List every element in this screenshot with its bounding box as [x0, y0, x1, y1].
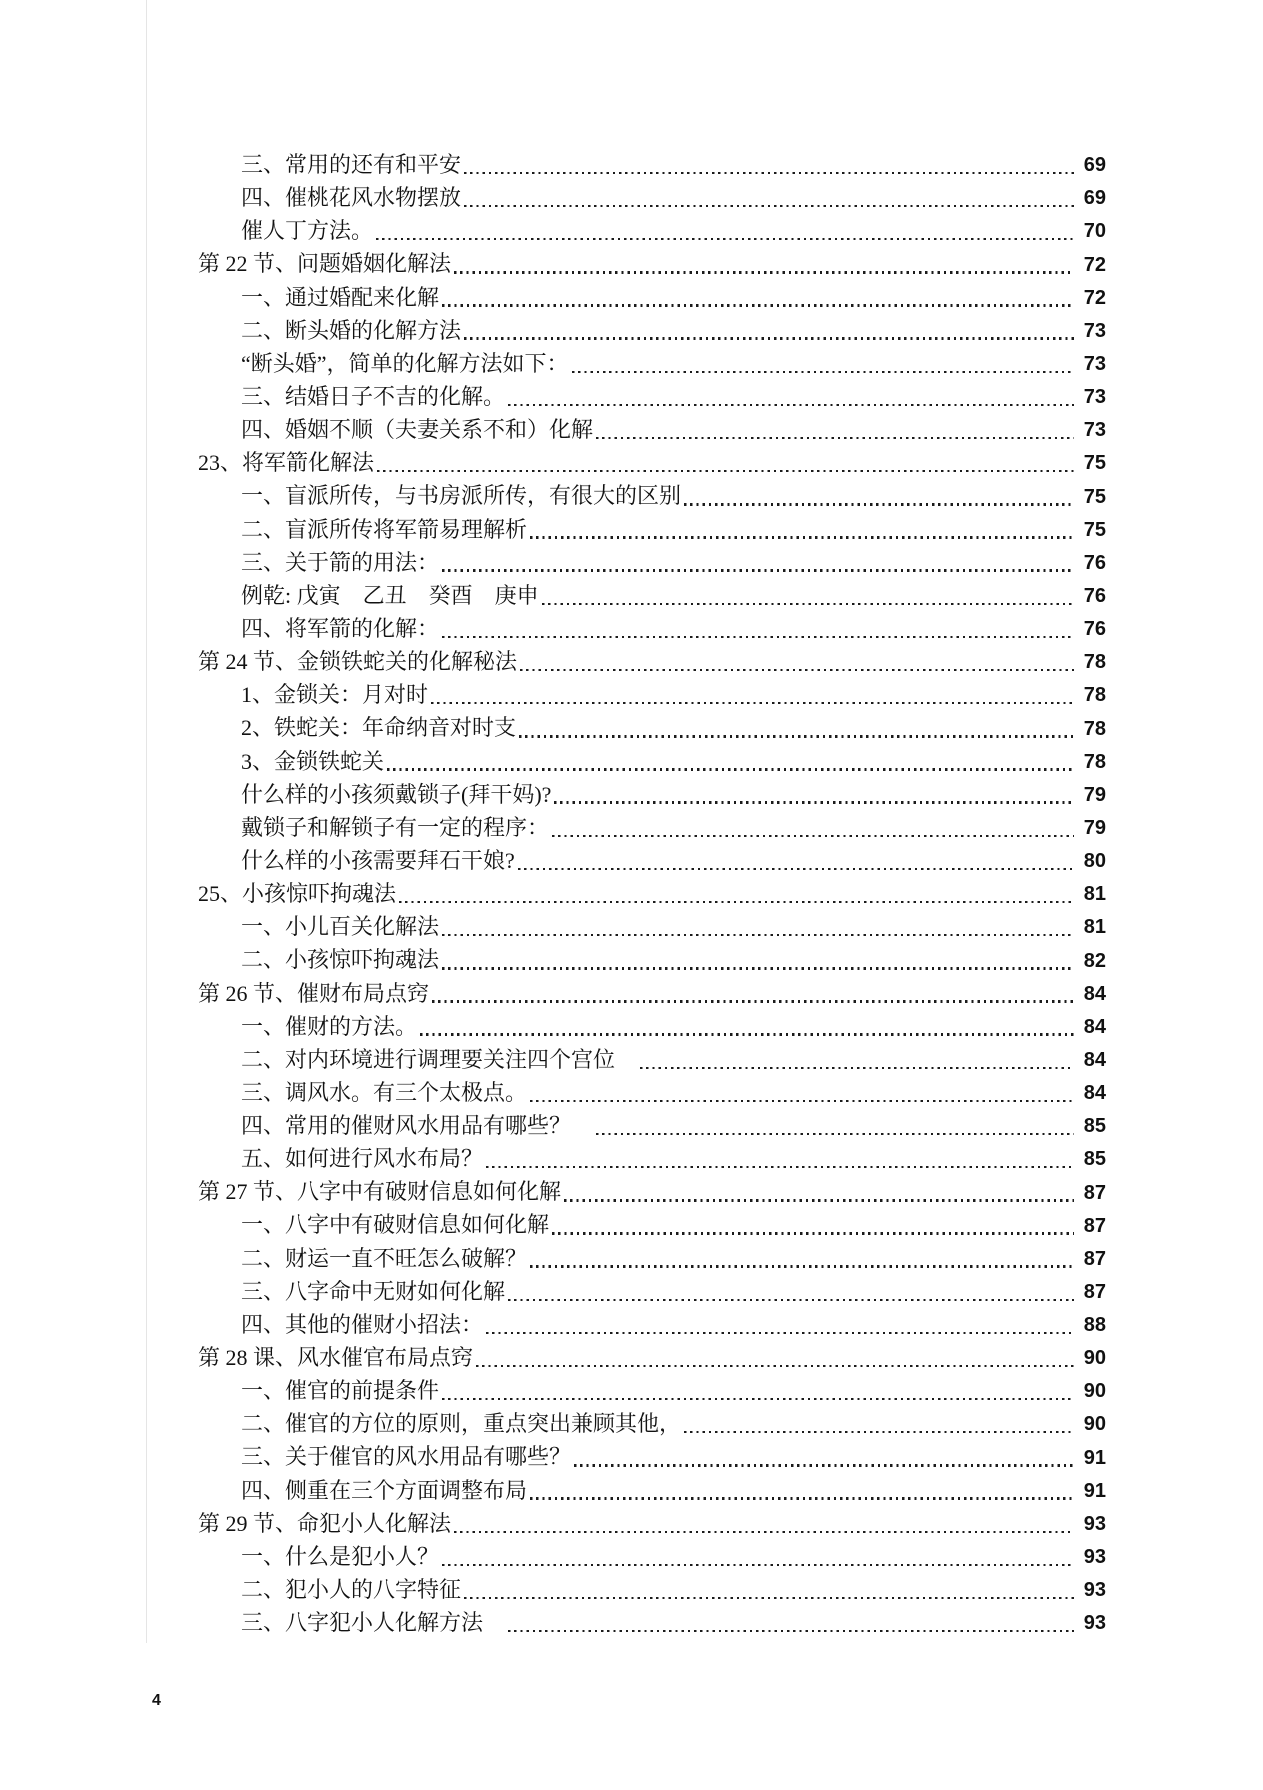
toc-entry: [198, 1507, 1106, 1540]
toc-entry: [198, 1374, 1106, 1407]
dot-leader: [431, 702, 1074, 704]
dot-leader: [684, 503, 1074, 505]
dot-leader: [596, 1133, 1074, 1135]
toc-entry: [198, 1076, 1106, 1109]
dot-leader: [464, 205, 1074, 207]
toc-entry: [198, 844, 1106, 877]
toc-entry-page: 82: [1083, 949, 1106, 972]
toc-entry-title: 第 29 节、命犯小人化解法: [198, 1510, 452, 1536]
toc-entry-title: 什么样的小孩须戴锁子(拜干妈)?: [241, 781, 552, 807]
toc-entry-title: 23、将军箭化解法: [198, 450, 375, 476]
toc-entry-title: 四、将军箭的化解：: [241, 615, 440, 641]
toc-entry-page: 81: [1083, 916, 1106, 939]
toc-entry: [198, 1474, 1106, 1507]
toc-entry: [198, 281, 1106, 314]
toc-entry-title: 第 28 课、风水催官布局点窍: [198, 1345, 474, 1371]
toc-entry-title: 一、催官的前提条件: [241, 1378, 440, 1404]
dot-leader: [442, 1398, 1074, 1400]
toc-entry-page: 93: [1083, 1546, 1106, 1569]
toc-entry-page: 75: [1083, 518, 1106, 541]
dot-leader: [442, 636, 1074, 638]
toc-entry-title: 一、小儿百关化解法: [241, 914, 440, 940]
dot-leader: [554, 801, 1074, 803]
dot-leader: [552, 1232, 1074, 1234]
dot-leader: [454, 1531, 1074, 1533]
toc-entry-title: 三、调风水。有三个太极点。: [241, 1079, 528, 1105]
toc-entry: [198, 579, 1106, 612]
toc-entry-title: 三、八字命中无财如何化解: [241, 1278, 506, 1304]
toc-entry: [198, 1573, 1106, 1606]
toc-entry: [198, 214, 1106, 247]
dot-leader: [376, 238, 1074, 240]
dot-leader: [508, 404, 1074, 406]
toc-entry-page: 81: [1083, 883, 1106, 906]
toc-entry-page: 79: [1083, 816, 1106, 839]
toc-entry: [198, 1242, 1106, 1275]
toc-entry: [198, 877, 1106, 910]
dot-leader: [640, 1067, 1074, 1069]
toc-entry-page: 84: [1083, 1048, 1106, 1071]
toc-entry-title: 四、婚姻不顺（夫妻关系不和）化解: [241, 417, 594, 443]
dot-leader: [454, 271, 1074, 273]
toc-entry-title: 什么样的小孩需要拜石干娘?: [241, 847, 515, 873]
toc-entry: [198, 977, 1106, 1010]
toc-entry-page: 76: [1083, 584, 1106, 607]
toc-entry-title: 1、金锁关：月对时: [241, 682, 429, 708]
toc-entry: [198, 314, 1106, 347]
dot-leader: [574, 1464, 1074, 1466]
toc-entry-page: 93: [1083, 1512, 1106, 1535]
toc-entry-page: 72: [1083, 253, 1106, 276]
toc-entry-title: 一、通过婚配来化解: [241, 284, 440, 310]
toc-entry-page: 73: [1083, 319, 1106, 342]
dot-leader: [442, 967, 1074, 969]
dot-leader: [442, 934, 1074, 936]
dot-leader: [486, 1332, 1074, 1334]
toc-entry-title: 二、催官的方位的原则，重点突出兼顾其他，: [241, 1411, 682, 1437]
toc-entry: [198, 711, 1106, 744]
dot-leader: [442, 569, 1074, 571]
toc-entry-page: 73: [1083, 419, 1106, 442]
dot-leader: [387, 768, 1074, 770]
toc-entry-page: 84: [1083, 982, 1106, 1005]
toc-entry: [198, 745, 1106, 778]
dot-leader: [530, 1497, 1074, 1499]
toc-entry-title: 催人丁方法。: [241, 218, 374, 244]
toc-entry: [198, 811, 1106, 844]
toc-entry-title: 四、催桃花风水物摆放: [241, 185, 462, 211]
toc-entry: [198, 1440, 1106, 1473]
toc-entry-title: 第 22 节、问题婚姻化解法: [198, 251, 452, 277]
toc-entry-title: 五、如何进行风水布局？: [241, 1146, 484, 1172]
toc-entry-title: 一、催财的方法。: [241, 1013, 418, 1039]
toc-entry: [198, 1043, 1106, 1076]
page-number: 4: [152, 1692, 161, 1709]
toc-entry-title: 一、什么是犯小人？: [241, 1543, 440, 1569]
toc-entry: [198, 1010, 1106, 1043]
toc-entry-title: “断头婚”，简单的化解方法如下：: [241, 350, 569, 376]
toc-entry-title: 一、八字中有破财信息如何化解: [241, 1212, 550, 1238]
text-boundary-line: [146, 0, 147, 1643]
toc-entry: [198, 347, 1106, 380]
toc-entry: [198, 1109, 1106, 1142]
toc-entry-title: 一、盲派所传，与书房派所传，有很大的区别: [241, 483, 682, 509]
toc-entry: [198, 1341, 1106, 1374]
toc-entry-page: 87: [1083, 1214, 1106, 1237]
toc-entry-title: 三、常用的还有和平安: [241, 151, 462, 177]
toc-entry-title: 例乾: 戊寅 乙丑 癸酉 庚申: [241, 582, 539, 608]
toc-entry: [198, 1275, 1106, 1308]
toc-entry-page: 70: [1083, 220, 1106, 243]
toc-entry-title: 三、八字犯小人化解方法: [241, 1610, 506, 1636]
toc-entry-title: 四、常用的催财风水用品有哪些？: [241, 1113, 594, 1139]
toc-entry-title: 三、关于箭的用法：: [241, 549, 440, 575]
toc-entry: [198, 513, 1106, 546]
toc-entry: [198, 645, 1106, 678]
toc-entry: [198, 247, 1106, 280]
toc-entry-page: 90: [1083, 1347, 1106, 1370]
toc-entry-page: 91: [1083, 1479, 1106, 1502]
toc-entry-page: 79: [1083, 783, 1106, 806]
dot-leader: [520, 669, 1074, 671]
toc-entry: [198, 1540, 1106, 1573]
toc-entry-title: 第 24 节、金锁铁蛇关的化解秘法: [198, 649, 518, 675]
toc-entry: [198, 1606, 1106, 1639]
dot-leader: [596, 437, 1074, 439]
toc-entry-page: 75: [1083, 485, 1106, 508]
toc-entry-title: 二、断头婚的化解方法: [241, 317, 462, 343]
toc-entry-page: 69: [1083, 187, 1106, 210]
dot-leader: [442, 1564, 1074, 1566]
toc-entry: [198, 943, 1106, 976]
toc-entry: [198, 678, 1106, 711]
toc-entry-page: 78: [1083, 717, 1106, 740]
dot-leader: [519, 735, 1074, 737]
toc-entry-title: 二、小孩惊吓拘魂法: [241, 947, 440, 973]
dot-leader: [564, 1199, 1074, 1201]
toc-entry-page: 75: [1083, 452, 1106, 475]
toc-entry: [198, 612, 1106, 645]
table-of-contents: [198, 148, 1106, 1639]
dot-leader: [420, 1033, 1074, 1035]
toc-entry-title: 二、盲派所传将军箭易理解析: [241, 516, 528, 542]
dot-leader: [377, 470, 1074, 472]
toc-entry: [198, 380, 1106, 413]
toc-entry-title: 二、犯小人的八字特征: [241, 1577, 462, 1603]
toc-entry: [198, 1209, 1106, 1242]
toc-entry-title: 四、侧重在三个方面调整布局: [241, 1477, 528, 1503]
toc-entry-title: 三、结婚日子不吉的化解。: [241, 383, 506, 409]
toc-entry-page: 91: [1083, 1446, 1106, 1469]
dot-leader: [508, 1299, 1074, 1301]
dot-leader: [508, 1630, 1074, 1632]
toc-entry: [198, 1175, 1106, 1208]
dot-leader: [684, 1431, 1074, 1433]
toc-entry: [198, 148, 1106, 181]
dot-leader: [464, 1597, 1074, 1599]
toc-entry-title: 第 27 节、八字中有破财信息如何化解: [198, 1179, 562, 1205]
toc-entry-page: 78: [1083, 684, 1106, 707]
toc-entry-page: 80: [1083, 850, 1106, 873]
dot-leader: [442, 304, 1074, 306]
toc-entry-page: 85: [1083, 1115, 1106, 1138]
toc-entry-title: 二、财运一直不旺怎么破解？: [241, 1245, 528, 1271]
toc-entry: [198, 778, 1106, 811]
toc-entry-title: 第 26 节、催财布局点窍: [198, 980, 430, 1006]
toc-entry-page: 76: [1083, 551, 1106, 574]
toc-entry: [198, 446, 1106, 479]
toc-entry-page: 88: [1083, 1314, 1106, 1337]
toc-entry-page: 78: [1083, 750, 1106, 773]
dot-leader: [464, 172, 1074, 174]
toc-entry-page: 87: [1083, 1181, 1106, 1204]
toc-entry-title: 25、小孩惊吓拘魂法: [198, 881, 397, 907]
toc-entry-title: 2、铁蛇关：年命纳音对时支: [241, 715, 517, 741]
toc-entry-page: 84: [1083, 1015, 1106, 1038]
toc-entry-page: 87: [1083, 1280, 1106, 1303]
toc-entry-title: 3、金锁铁蛇关: [241, 748, 385, 774]
toc-entry: [198, 479, 1106, 512]
dot-leader: [518, 868, 1074, 870]
toc-entry: [198, 546, 1106, 579]
dot-leader: [476, 1365, 1074, 1367]
toc-entry: [198, 1407, 1106, 1440]
toc-entry-page: 72: [1083, 286, 1106, 309]
toc-entry-page: 90: [1083, 1380, 1106, 1403]
dot-leader: [486, 1166, 1074, 1168]
dot-leader: [464, 337, 1074, 339]
toc-entry-page: 69: [1083, 154, 1106, 177]
dot-leader: [542, 603, 1074, 605]
dot-leader: [530, 1265, 1074, 1267]
toc-entry-page: 90: [1083, 1413, 1106, 1436]
toc-entry-page: 73: [1083, 386, 1106, 409]
dot-leader: [399, 901, 1074, 903]
toc-entry-page: 85: [1083, 1148, 1106, 1171]
toc-entry: [198, 1142, 1106, 1175]
toc-entry-page: 78: [1083, 651, 1106, 674]
dot-leader: [552, 835, 1074, 837]
toc-entry-title: 四、其他的催财小招法：: [241, 1311, 484, 1337]
dot-leader: [530, 536, 1074, 538]
toc-entry-page: 76: [1083, 618, 1106, 641]
toc-entry: [198, 910, 1106, 943]
dot-leader: [432, 1000, 1074, 1002]
toc-entry-page: 93: [1083, 1579, 1106, 1602]
toc-entry-page: 73: [1083, 352, 1106, 375]
dot-leader: [572, 371, 1074, 373]
dot-leader: [530, 1100, 1074, 1102]
toc-entry-page: 84: [1083, 1082, 1106, 1105]
toc-entry-page: 93: [1083, 1612, 1106, 1635]
toc-entry-title: 二、对内环境进行调理要关注四个宫位: [241, 1046, 638, 1072]
toc-entry-page: 87: [1083, 1247, 1106, 1270]
toc-entry-title: 三、关于催官的风水用品有哪些？: [241, 1444, 572, 1470]
toc-entry: [198, 181, 1106, 214]
toc-entry: [198, 413, 1106, 446]
toc-entry: [198, 1308, 1106, 1341]
toc-entry-title: 戴锁子和解锁子有一定的程序：: [241, 814, 550, 840]
